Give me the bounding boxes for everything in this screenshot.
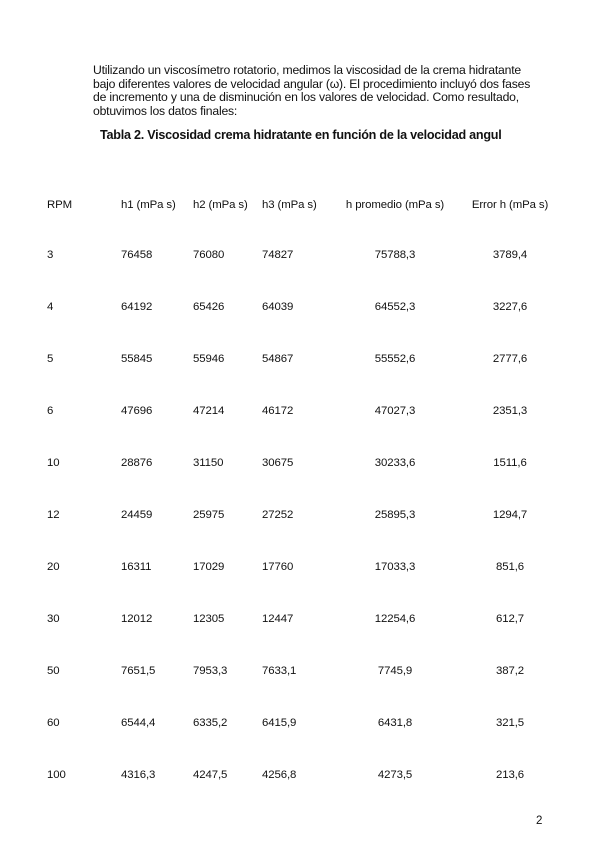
cell-h1: 28876 — [121, 457, 153, 469]
intro-line: bajo diferentes valores de velocidad angular (ω). El procedimiento incluyó dos fases — [93, 76, 531, 91]
cell-h1: 16311 — [121, 561, 152, 573]
page-number: 2 — [536, 815, 543, 827]
cell-h1: 76458 — [121, 249, 153, 261]
table-row — [40, 769, 564, 821]
cell-h-average: 7745,9 — [377, 665, 413, 677]
cell-rpm: 4 — [47, 301, 54, 313]
cell-h1: 47696 — [121, 405, 153, 417]
cell-rpm: 50 — [47, 665, 60, 677]
cell-error: 3789,4 — [492, 249, 528, 261]
header-h1: h1 (mPa s) — [121, 199, 176, 211]
table-row — [40, 405, 564, 457]
cell-h3: 7633,1 — [262, 665, 297, 677]
cell-error: 851,6 — [495, 561, 524, 573]
cell-error: 1511,6 — [493, 457, 527, 469]
cell-h-average: 64552,3 — [374, 301, 416, 313]
cell-error: 3227,6 — [492, 301, 528, 313]
cell-h2: 47214 — [193, 405, 225, 417]
cell-h1: 12012 — [121, 613, 153, 625]
cell-h-average: 12254,6 — [374, 613, 416, 625]
cell-error: 387,2 — [495, 665, 524, 677]
cell-error: 321,5 — [495, 717, 524, 729]
cell-h2: 12305 — [193, 613, 225, 625]
cell-h2: 31150 — [193, 457, 224, 469]
cell-h2: 17029 — [193, 561, 225, 573]
cell-rpm: 60 — [47, 717, 60, 729]
table-row — [40, 353, 564, 405]
table-caption: Tabla 2. Viscosidad crema hidratante en función de la velocidad angul — [100, 128, 502, 142]
cell-rpm: 100 — [47, 769, 66, 781]
cell-h1: 24459 — [121, 509, 153, 521]
table-row — [40, 665, 564, 717]
cell-h3: 27252 — [262, 509, 294, 521]
cell-rpm: 5 — [47, 353, 54, 365]
cell-h2: 25975 — [193, 509, 225, 521]
cell-h-average: 6431,8 — [377, 717, 413, 729]
header-h2: h2 (mPa s) — [193, 199, 248, 211]
cell-rpm: 10 — [47, 457, 60, 469]
cell-h-average: 17033,3 — [374, 561, 416, 573]
cell-h2: 65426 — [193, 301, 225, 313]
cell-h1: 6544,4 — [121, 717, 156, 729]
cell-h1: 64192 — [121, 301, 153, 313]
intro-line: de incremento y una de disminución en los valores de velocidad. Como resultado, — [93, 90, 519, 105]
intro-line: obtuvimos los datos finales: — [93, 103, 238, 118]
table-row — [40, 249, 564, 301]
cell-h1: 55845 — [121, 353, 153, 365]
cell-h-average: 4273,5 — [377, 769, 413, 781]
cell-h2: 7953,3 — [193, 665, 228, 677]
cell-h-average: 25895,3 — [374, 509, 416, 521]
cell-h-average: 75788,3 — [374, 249, 416, 261]
cell-error: 213,6 — [495, 769, 524, 781]
cell-h3: 4256,8 — [262, 769, 297, 781]
table-row — [40, 613, 564, 665]
table-row — [40, 717, 564, 769]
cell-h-average: 47027,3 — [374, 405, 416, 417]
cell-rpm: 30 — [47, 613, 60, 625]
intro-line: Utilizando un viscosímetro rotatorio, medimos la viscosidad de la crema hidratante — [93, 63, 521, 77]
cell-h2: 6335,2 — [193, 717, 228, 729]
cell-h3: 12447 — [262, 613, 294, 625]
cell-h3: 6415,9 — [262, 717, 297, 729]
header-error: Error h (mPa s) — [471, 199, 549, 211]
intro-paragraph — [93, 64, 548, 118]
cell-error: 2351,3 — [492, 405, 528, 417]
cell-h2: 76080 — [193, 249, 225, 261]
cell-h1: 4316,3 — [121, 769, 156, 781]
cell-h3: 54867 — [262, 353, 294, 365]
cell-error: 612,7 — [495, 613, 524, 625]
header-h-average: h promedio (mPa s) — [345, 199, 445, 211]
header-rpm: RPM — [47, 199, 73, 211]
cell-rpm: 6 — [47, 405, 54, 417]
cell-h-average: 55552,6 — [374, 353, 416, 365]
cell-h3: 46172 — [262, 405, 294, 417]
table-row — [40, 561, 564, 613]
cell-error: 2777,6 — [492, 353, 528, 365]
cell-h3: 30675 — [262, 457, 294, 469]
cell-h1: 7651,5 — [121, 665, 156, 677]
viscosity-table — [40, 199, 564, 821]
header-h3: h3 (mPa s) — [262, 199, 317, 211]
cell-error: 1294,7 — [492, 509, 528, 521]
cell-h3: 64039 — [262, 301, 294, 313]
table-row — [40, 301, 564, 353]
cell-rpm: 12 — [47, 509, 60, 521]
cell-h2: 55946 — [193, 353, 225, 365]
table-row — [40, 457, 564, 509]
cell-h2: 4247,5 — [193, 769, 228, 781]
table-body — [40, 249, 564, 821]
table-row — [40, 509, 564, 561]
cell-h-average: 30233,6 — [374, 457, 416, 469]
table-header-row — [40, 199, 564, 249]
cell-h3: 17760 — [262, 561, 294, 573]
cell-rpm: 20 — [47, 561, 60, 573]
cell-h3: 74827 — [262, 249, 294, 261]
cell-rpm: 3 — [47, 249, 54, 261]
